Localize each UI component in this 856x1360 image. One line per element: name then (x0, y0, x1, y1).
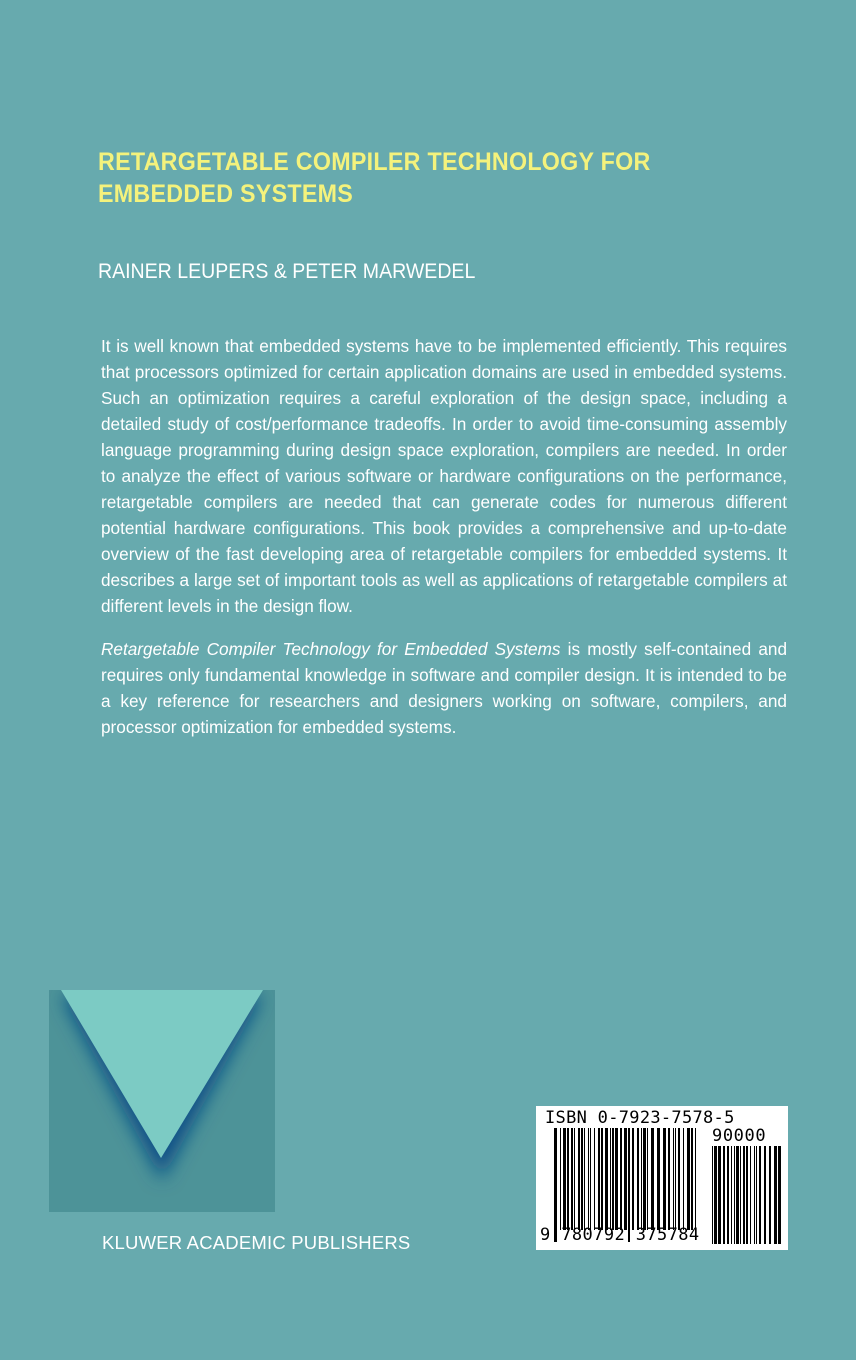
barcode-bar (588, 1128, 589, 1230)
ean-digits (540, 1224, 700, 1246)
barcode-bar (571, 1128, 573, 1230)
barcode-bar (769, 1146, 771, 1244)
barcode-bar (746, 1146, 748, 1244)
barcode-bar (647, 1128, 648, 1230)
barcode-bar (727, 1146, 729, 1244)
book-authors: RAINER LEUPERS & PETER MARWEDEL (98, 260, 476, 283)
barcode-bar (695, 1128, 696, 1230)
barcode-bar (567, 1128, 569, 1230)
isbn-barcode (536, 1106, 788, 1250)
barcode-bar (612, 1128, 614, 1230)
barcode-bar (590, 1128, 591, 1230)
barcode-bar (643, 1128, 646, 1230)
addon-barcode-bars (712, 1146, 784, 1244)
barcode-bar (601, 1128, 603, 1230)
description-paragraph-2-text: is mostly self-contained and requires only fundamental knowledge in software and compiler design. It is intended to be a key reference for researchers and designers working on software, compilers, and processor optimization for embedded systems. (101, 639, 788, 737)
description-paragraph-2 (101, 636, 787, 740)
barcode-bar (584, 1128, 585, 1230)
isbn-label: ISBN 0-7923-7578-5 (545, 1108, 735, 1128)
barcode-bar (578, 1128, 580, 1230)
book-title-line-1: RETARGETABLE COMPILER TECHNOLOGY FOR (98, 148, 651, 176)
barcode-bar (675, 1128, 676, 1230)
barcode-bar (736, 1146, 739, 1244)
barcode-bar (759, 1146, 761, 1244)
barcode-bar (743, 1146, 745, 1244)
ean-left-group: 780792 (561, 1225, 626, 1245)
barcode-bar (632, 1128, 634, 1230)
barcode-bar (734, 1146, 735, 1244)
barcode-bar (754, 1146, 755, 1244)
barcode-bar (683, 1128, 684, 1230)
ean-right-group: 375784 (635, 1225, 700, 1245)
barcode-bar (756, 1146, 757, 1244)
barcode-bar (637, 1128, 639, 1230)
barcode-bar (691, 1128, 693, 1230)
barcode-bar (657, 1128, 660, 1230)
barcode-bar (598, 1128, 600, 1230)
barcode-bar (560, 1128, 561, 1230)
barcode-bar (651, 1128, 654, 1230)
barcode-bar (740, 1146, 741, 1244)
barcode-bar (712, 1146, 713, 1244)
barcode-bar (605, 1128, 608, 1230)
barcode-bar (624, 1128, 627, 1230)
barcode-bar (764, 1146, 766, 1244)
barcode-bar (687, 1128, 690, 1230)
barcode-bar (563, 1128, 566, 1230)
description-paragraph-1: It is well known that embedded systems have to be implemented efficiently. This requires that processors optimized for certain application domains are used in embedded systems. Such an optimization requires a careful exploration of the design space, including a detailed study of cost/performance tradeoffs. In order to avoid time-consuming assembly language programming during design space exploration, compilers are needed. In order to analyze the effect of various software or hardware configurations on the performance, retargetable compilers are needed that can generate codes for numerous different potential hardware configurations. This book provides a comprehensive and up-to-date overview of the fast developing area of retargetable compilers for embedded systems. It describes a large set of important tools as well as applications of retargetable compilers at different levels in the design flow. (101, 336, 787, 616)
barcode-bar (774, 1146, 777, 1244)
book-title (98, 146, 693, 210)
publisher-name: KLUWER ACADEMIC PUBLISHERS (102, 1232, 411, 1253)
barcode-bar (594, 1128, 595, 1230)
book-title-line-2: EMBEDDED SYSTEMS (98, 180, 354, 208)
barcode-bar (673, 1128, 674, 1230)
barcode-bar (778, 1146, 781, 1244)
ean-first-digit: 9 (540, 1225, 551, 1245)
downward-triangle-logo-icon (49, 990, 275, 1212)
barcode-bar (723, 1146, 725, 1244)
barcode-bar (718, 1146, 721, 1244)
barcode-bar (668, 1128, 670, 1230)
barcode-price-code: 90000 (712, 1126, 767, 1146)
barcode-bar (663, 1128, 666, 1230)
barcode-bar (731, 1146, 732, 1244)
barcode-bar (581, 1128, 583, 1230)
barcode-bar (750, 1146, 751, 1244)
barcode-bar (615, 1128, 618, 1230)
barcode-bar (610, 1128, 611, 1230)
description-book-title-italic: Retargetable Compiler Technology for Embedded Systems (101, 639, 561, 659)
book-description (101, 333, 787, 740)
barcode-bar (620, 1128, 622, 1230)
barcode-bar (574, 1128, 575, 1230)
barcode-bar (678, 1128, 680, 1230)
barcode-bar (714, 1146, 717, 1244)
barcode-bar (641, 1128, 642, 1230)
